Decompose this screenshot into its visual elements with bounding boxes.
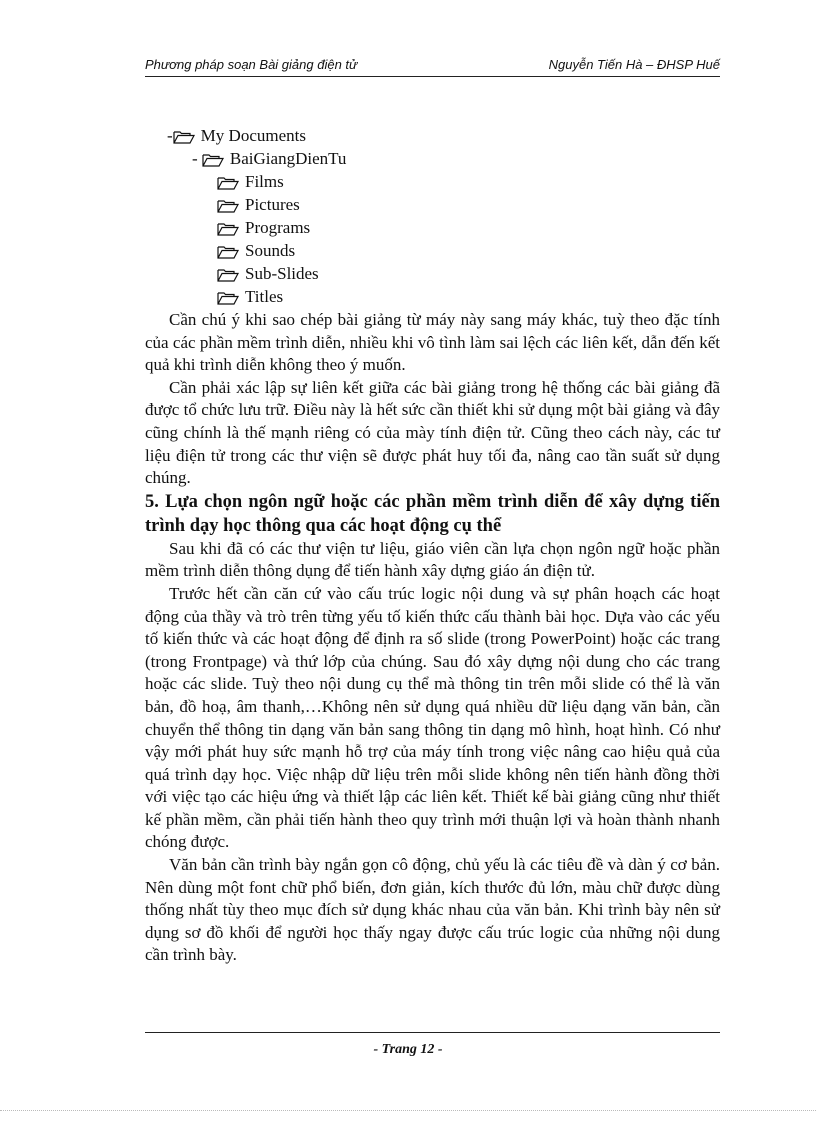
tree-label: My Documents bbox=[200, 126, 306, 146]
tree-label: BaiGiangDienTu bbox=[229, 149, 347, 169]
tree-item bbox=[145, 217, 720, 240]
page-edge bbox=[0, 1110, 816, 1111]
open-folder-icon bbox=[217, 176, 239, 190]
open-folder-icon bbox=[217, 291, 239, 305]
tree-label: Pictures bbox=[245, 195, 300, 215]
tree-item bbox=[145, 148, 720, 171]
open-folder-icon bbox=[217, 268, 239, 282]
tree-label: Sounds bbox=[245, 241, 296, 261]
paragraph: Văn bản cần trình bày ngắn gọn cô động, chủ yếu là các tiêu đề và dàn ý cơ bản. Nên dùng một font chữ phổ biến, đơn giản, kích thước đủ lớn, màu chữ được dùng thống nhất tùy theo mục đích sử dụng khác nhau của văn bản. Khi trình bày nên sử dụng sơ đồ khối để người học thấy ngay được cấu trúc logic của những nội dung cần trình bày. bbox=[145, 855, 720, 965]
page-number: - Trang 12 - bbox=[373, 1042, 443, 1057]
section-intro bbox=[145, 309, 720, 490]
tree-item bbox=[145, 125, 720, 148]
header-right: Nguyễn Tiến Hà – ĐHSP Huế bbox=[548, 57, 720, 72]
open-folder-icon bbox=[217, 199, 239, 213]
folder-tree bbox=[145, 125, 720, 309]
tree-item bbox=[145, 240, 720, 263]
tree-label: Sub-Slides bbox=[245, 264, 319, 284]
tree-item bbox=[145, 194, 720, 217]
tree-prefix: - bbox=[192, 149, 202, 169]
tree-item bbox=[145, 286, 720, 309]
section-heading: 5. Lựa chọn ngôn ngữ hoặc các phần mềm trình diễn để xây dựng tiến trình dạy học thông qua các hoạt động cụ thể bbox=[145, 491, 720, 536]
section-body bbox=[145, 538, 720, 967]
paragraph: Trước hết cần căn cứ vào cấu trúc logic nội dung và sự phân hoạch các hoạt động của thầy và trò trên từng yếu tố kiến thức cấu thành bài học. Dựa vào các yếu tố kiến thức và các hoạt động để định ra số slide (trong PowerPoint) hoặc các trang (trong Frontpage) và thứ lớp của chúng. Sau đó xây dựng nội dung cho các trang hoặc các slide. Tuỳ theo nội dung cụ thể mà thông tin trên mỗi slide có thể là văn bản, đồ hoạ, âm thanh,…Không nên sử dụng quá nhiều dữ liệu dạng văn bản, cần chuyển thể thông tin dạng văn bản sang thông tin dạng mô hình, hoạt hình. Có như vậy mới phát huy sức mạnh hỗ trợ của máy tính trong việc nâng cao hiệu quả của quá trình dạy học. Việc nhập dữ liệu trên mỗi slide không nên tiến hành đồng thời với việc tạo các hiệu ứng và thiết lập các liên kết. Thiết kế bài giảng cũng như thiết kế phần mềm, cần phải tiến hành theo quy trình mới thuận lợi và hoàn thành nhanh chóng được. bbox=[145, 583, 720, 852]
paragraph: Sau khi đã có các thư viện tư liệu, giáo viên cần lựa chọn ngôn ngữ hoặc phần mềm trình diễn thông dụng để tiến hành xây dựng giáo án điện tử. bbox=[145, 538, 720, 581]
page-header bbox=[145, 48, 720, 77]
tree-label: Programs bbox=[245, 218, 311, 238]
open-folder-icon bbox=[173, 130, 195, 144]
page-content bbox=[145, 125, 720, 967]
tree-item bbox=[145, 171, 720, 194]
paragraph: Cần chú ý khi sao chép bài giảng từ máy này sang máy khác, tuỳ theo đặc tính của các phần mềm trình diễn, nhiều khi vô tình làm sai lệch các liên kết, dẫn đến kết quả khi trình diễn không theo ý muốn. bbox=[145, 310, 720, 375]
open-folder-icon bbox=[217, 222, 239, 236]
tree-label: Films bbox=[245, 172, 284, 192]
tree-prefix: - bbox=[167, 126, 173, 146]
header-left: Phương pháp soạn Bài giảng điện tử bbox=[145, 57, 358, 72]
open-folder-icon bbox=[202, 153, 224, 167]
open-folder-icon bbox=[217, 245, 239, 259]
footer-divider bbox=[145, 1032, 720, 1033]
paragraph: Cần phải xác lập sự liên kết giữa các bài giảng trong hệ thống các bài giảng đã được tổ chức lưu trữ. Điều này là hết sức cần thiết khi sử dụng một bài giảng và đây cũng chính là thế mạnh riêng có của mày tính điện tử. Cũng theo cách này, các tư liệu điện tử trong các thư viện sẽ được phát huy tối đa, nâng cao tần suất sử dụng chúng. bbox=[145, 377, 720, 488]
tree-item bbox=[145, 263, 720, 286]
tree-label: Titles bbox=[245, 287, 284, 307]
